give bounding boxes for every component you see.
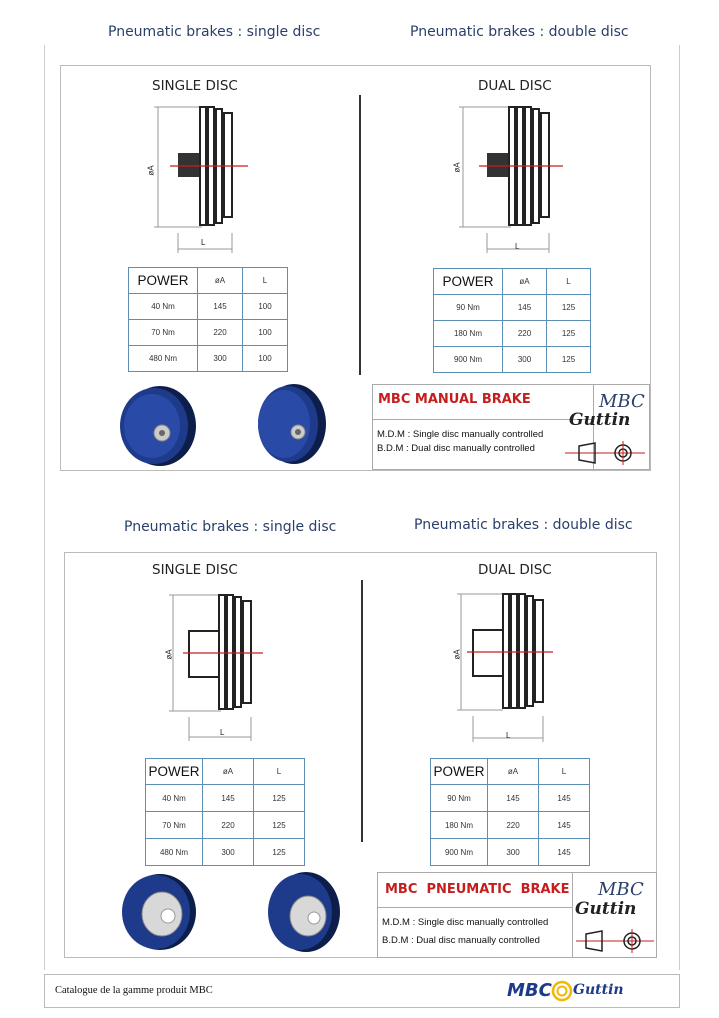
bottom-brand-vsep <box>572 873 573 957</box>
top-dual-disc-drawing <box>452 105 565 255</box>
swirl-icon <box>551 980 573 1002</box>
table-header: L <box>243 268 288 294</box>
table-cell: 125 <box>547 295 591 321</box>
table-cell: 100 <box>243 346 288 372</box>
top-single-dim-l: L <box>201 238 206 247</box>
bottom-single-title: SINGLE DISC <box>152 562 238 578</box>
table-cell: 900 Nm <box>431 839 488 866</box>
bottom-dual-dim-a: øA <box>452 649 462 660</box>
top-dual-title: DUAL DISC <box>478 78 552 94</box>
table-cell: 125 <box>254 812 305 839</box>
footer-logo <box>507 979 647 1003</box>
footer-bar <box>44 974 680 1008</box>
bottom-header-right: Pneumatic brakes : double disc <box>414 517 633 533</box>
bottom-brand-name: MBC PNEUMATIC BRAKE <box>385 882 570 897</box>
table-header: L <box>254 759 305 785</box>
table-cell: 220 <box>203 812 254 839</box>
bottom-single-dim-a: øA <box>164 649 174 660</box>
table-cell: 145 <box>198 294 243 320</box>
table-header: POWER <box>431 759 488 785</box>
table-cell: 40 Nm <box>146 785 203 812</box>
table-cell: 90 Nm <box>431 785 488 812</box>
table-cell: 180 Nm <box>434 321 503 347</box>
table-cell: 480 Nm <box>129 346 198 372</box>
top-logo-guttin: Guttin <box>569 410 631 430</box>
table-header: L <box>547 269 591 295</box>
top-single-title: SINGLE DISC <box>152 78 238 94</box>
table-cell: 100 <box>243 294 288 320</box>
table-cell: 70 Nm <box>146 812 203 839</box>
top-dual-dim-a: øA <box>452 162 462 173</box>
bottom-header-left: Pneumatic brakes : single disc <box>124 519 337 535</box>
table-cell: 125 <box>254 839 305 866</box>
top-brand-name: MBC MANUAL BRAKE <box>378 392 531 407</box>
table-cell: 125 <box>254 785 305 812</box>
table-cell: 900 Nm <box>434 347 503 373</box>
bottom-single-disc-drawing <box>165 593 265 743</box>
top-single-dim-a: øA <box>146 165 156 176</box>
table-cell: 300 <box>198 346 243 372</box>
bottom-single-dim-l: L <box>220 728 225 737</box>
table-header: øA <box>203 759 254 785</box>
table-cell: 220 <box>503 321 547 347</box>
footer-catalogue-text: Catalogue de la gamme produit MBC <box>55 985 213 996</box>
table-cell: 125 <box>547 347 591 373</box>
bottom-dual-disc-drawing <box>452 590 555 745</box>
footer-logo-mbc: MBC <box>507 980 552 1001</box>
top-single-table <box>128 267 288 372</box>
top-brand-line2: B.D.M : Dual disc manually controlled <box>377 443 535 454</box>
table-cell: 145 <box>488 785 539 812</box>
bottom-dual-dim-l: L <box>506 731 511 740</box>
top-brand-box <box>372 384 650 470</box>
table-cell: 145 <box>203 785 254 812</box>
bottom-brand-separator <box>378 907 572 908</box>
top-header-right: Pneumatic brakes : double disc <box>410 24 629 40</box>
table-cell: 145 <box>539 812 590 839</box>
table-cell: 145 <box>503 295 547 321</box>
top-logo-mbc: MBC <box>599 391 645 412</box>
top-single-wheel-photo <box>108 382 203 467</box>
top-dual-wheel-photo <box>250 380 330 465</box>
table-header: POWER <box>129 268 198 294</box>
bottom-brand-line2: B.D.M : Dual disc manually controlled <box>382 935 540 946</box>
top-header-left: Pneumatic brakes : single disc <box>108 24 321 40</box>
table-cell: 70 Nm <box>129 320 198 346</box>
top-dual-dim-l: L <box>515 242 520 251</box>
projection-symbol-icon <box>565 441 645 465</box>
bottom-dual-title: DUAL DISC <box>478 562 552 578</box>
table-cell: 480 Nm <box>146 839 203 866</box>
table-header: POWER <box>146 759 203 785</box>
bottom-divider <box>361 580 363 842</box>
table-cell: 90 Nm <box>434 295 503 321</box>
bottom-dual-table <box>430 758 590 866</box>
table-header: øA <box>488 759 539 785</box>
top-brand-separator <box>373 419 593 420</box>
bottom-single-wheel-photo <box>112 870 202 952</box>
table-cell: 220 <box>488 812 539 839</box>
table-cell: 300 <box>203 839 254 866</box>
table-header: øA <box>503 269 547 295</box>
table-cell: 220 <box>198 320 243 346</box>
table-cell: 300 <box>503 347 547 373</box>
bottom-logo-mbc: MBC <box>598 879 644 900</box>
table-cell: 145 <box>539 785 590 812</box>
table-header: øA <box>198 268 243 294</box>
footer-logo-guttin: Guttin <box>573 982 624 998</box>
table-cell: 125 <box>547 321 591 347</box>
table-cell: 40 Nm <box>129 294 198 320</box>
table-cell: 300 <box>488 839 539 866</box>
top-brand-line1: M.D.M : Single disc manually controlled <box>377 429 544 440</box>
top-single-disc-drawing <box>140 105 250 255</box>
top-dual-table <box>433 268 591 373</box>
table-header: POWER <box>434 269 503 295</box>
projection-symbol-icon <box>576 929 654 953</box>
table-cell: 145 <box>539 839 590 866</box>
table-cell: 100 <box>243 320 288 346</box>
bottom-logo-guttin: Guttin <box>575 899 637 919</box>
bottom-brand-box <box>377 872 657 958</box>
top-divider <box>359 95 361 375</box>
table-cell: 180 Nm <box>431 812 488 839</box>
bottom-brand-line1: M.D.M : Single disc manually controlled <box>382 917 549 928</box>
bottom-single-table <box>145 758 305 866</box>
table-header: L <box>539 759 590 785</box>
bottom-dual-wheel-photo <box>262 868 342 954</box>
